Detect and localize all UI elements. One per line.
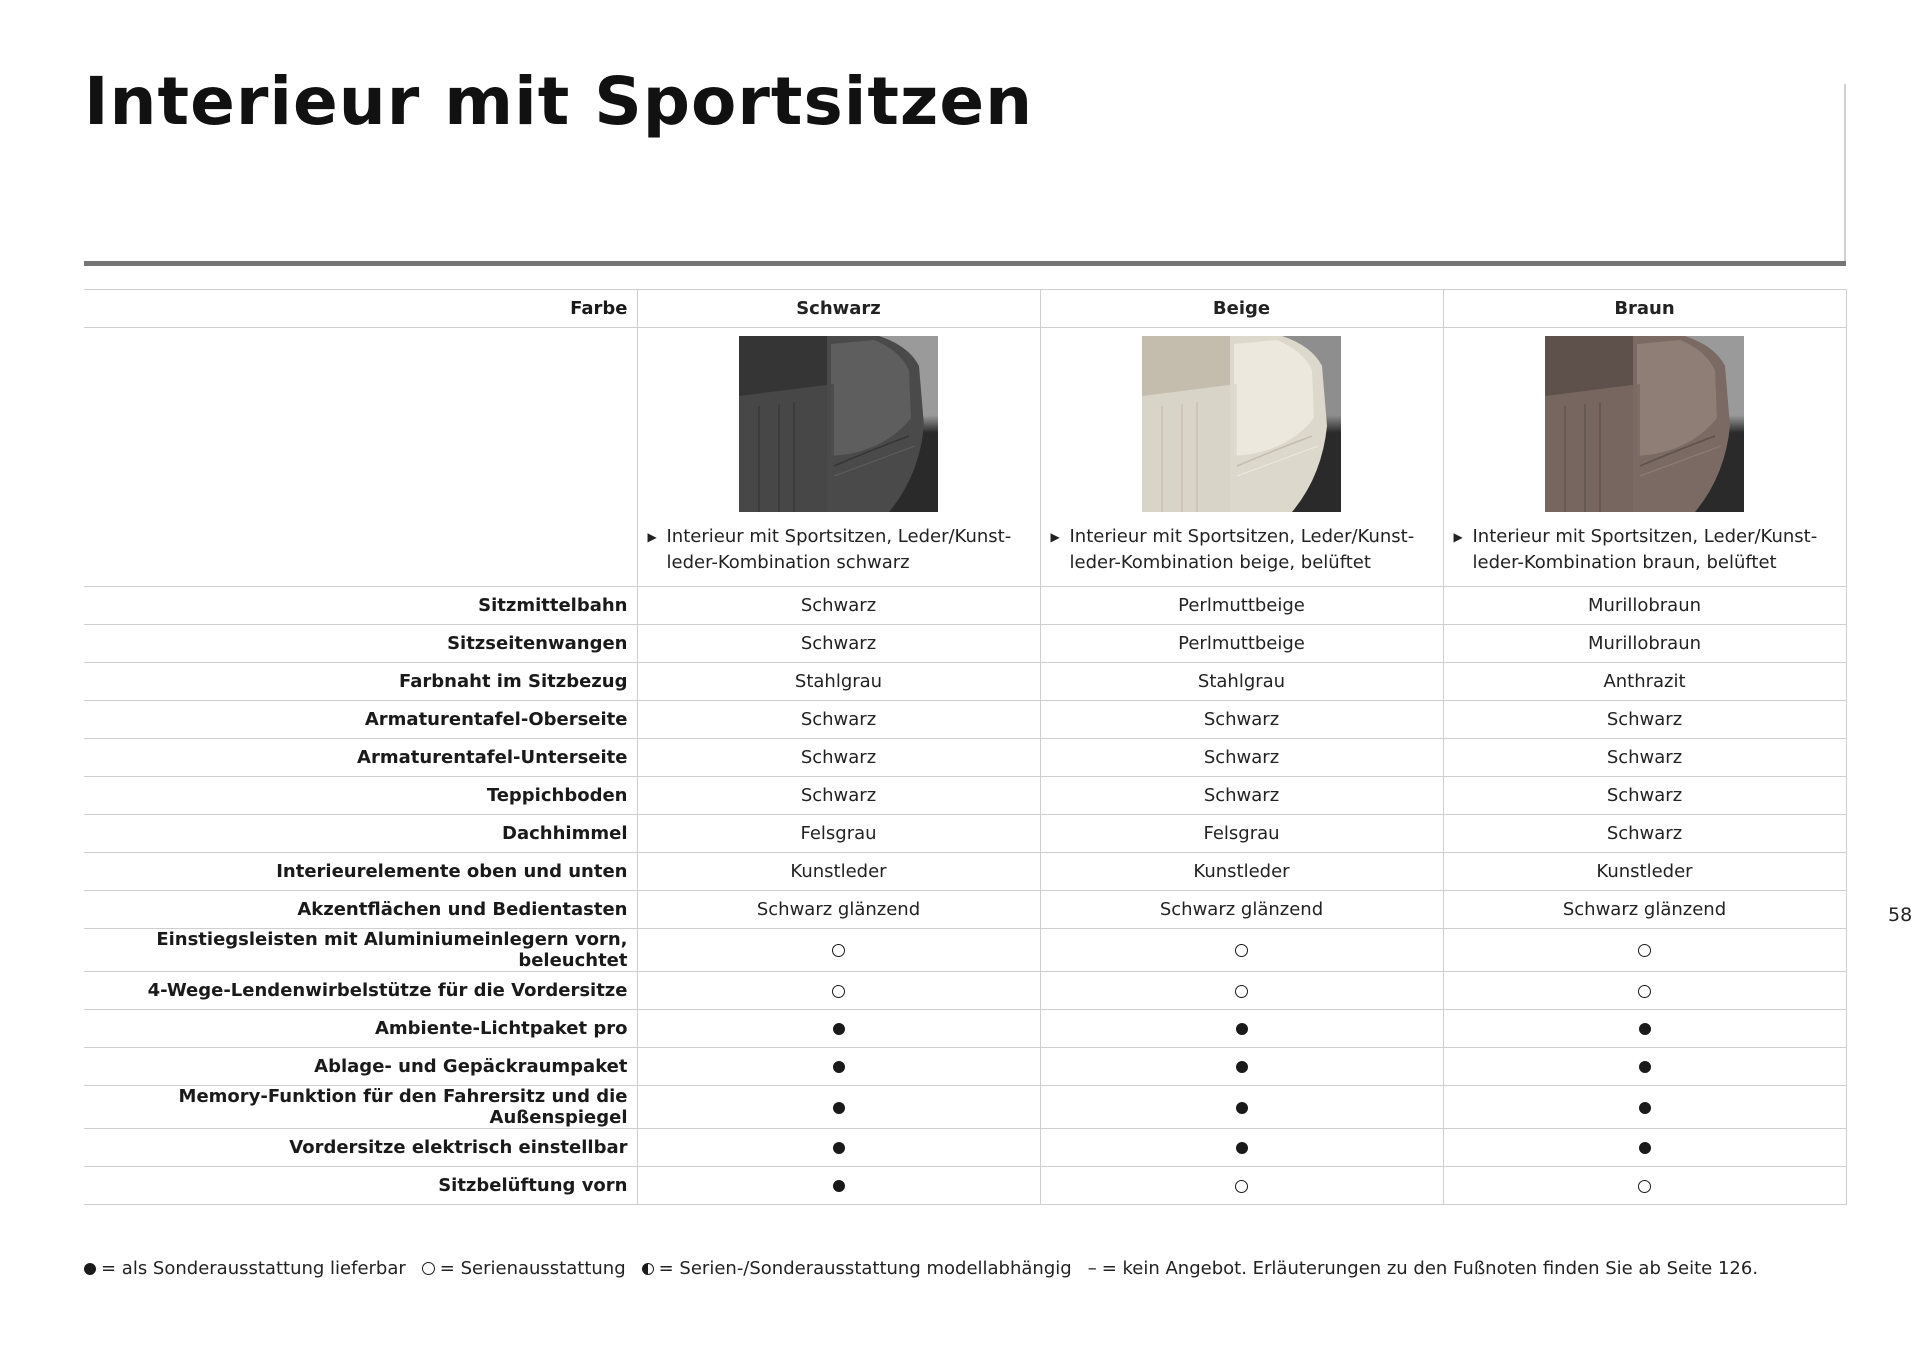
table-row <box>84 1010 1846 1048</box>
filled-circle-icon <box>833 1142 845 1154</box>
row-label: 4-Wege-Lendenwirbelstütze für die Vordersitze <box>84 972 637 1010</box>
cell-schwarz <box>637 972 1040 1010</box>
seat-cell-schwarz <box>637 328 1040 587</box>
row-label: Memory-Funktion für den Fahrersitz und die Außenspiegel <box>84 1086 637 1129</box>
cell-beige: Schwarz <box>1040 777 1443 815</box>
legend-standard-text: = Serienausstattung <box>439 1258 626 1279</box>
cell-braun <box>1443 972 1846 1010</box>
cell-braun: Murillobraun <box>1443 587 1846 625</box>
farbe-label: Farbe <box>84 290 637 328</box>
row-label: Armaturentafel-Oberseite <box>84 701 637 739</box>
empty-circle-icon <box>422 1262 435 1275</box>
legend-none <box>1088 1258 1758 1279</box>
filled-circle-icon <box>1639 1023 1651 1035</box>
table-row <box>84 663 1846 701</box>
image-row <box>84 328 1846 587</box>
cell-beige: Perlmuttbeige <box>1040 587 1443 625</box>
cell-beige: Schwarz <box>1040 739 1443 777</box>
filled-circle-icon <box>1639 1102 1651 1114</box>
legend-model-dependent <box>642 1258 1072 1279</box>
row-label: Sitzbelüftung vorn <box>84 1167 637 1205</box>
cell-braun <box>1443 1086 1846 1129</box>
row-label: Akzentflächen und Bedientasten <box>84 891 637 929</box>
cell-beige <box>1040 1129 1443 1167</box>
cell-beige: Schwarz <box>1040 701 1443 739</box>
legend-model-dependent-text: = Serien-/Sonderausstattung modellabhängig <box>658 1258 1072 1279</box>
table-row <box>84 929 1846 972</box>
table-row <box>84 815 1846 853</box>
column-header-beige: Beige <box>1040 290 1443 328</box>
empty-circle-icon <box>832 944 845 957</box>
seat-swatch-graphic <box>1545 336 1744 512</box>
empty-circle-icon <box>1638 985 1651 998</box>
table-row <box>84 701 1846 739</box>
cell-schwarz <box>637 1048 1040 1086</box>
legend-standard <box>422 1258 626 1279</box>
cell-braun <box>1443 1048 1846 1086</box>
cell-beige: Schwarz glänzend <box>1040 891 1443 929</box>
cell-braun: Schwarz <box>1443 777 1846 815</box>
empty-circle-icon <box>1638 1180 1651 1193</box>
table-row <box>84 891 1846 929</box>
column-header-schwarz: Schwarz <box>637 290 1040 328</box>
cell-braun: Schwarz glänzend <box>1443 891 1846 929</box>
arrow-right-icon: ▶ <box>1453 530 1463 544</box>
table-row <box>84 777 1846 815</box>
empty-circle-icon <box>832 985 845 998</box>
seat-description-beige <box>1051 524 1443 576</box>
seat-swatch-graphic <box>739 336 938 512</box>
legend-none-text: = kein Angebot. Erläuterungen zu den Fußnoten finden Sie ab Seite 126. <box>1101 1258 1759 1279</box>
page-title: Interieur mit Sportsitzen <box>84 63 1034 140</box>
table-row <box>84 1129 1846 1167</box>
cell-schwarz: Schwarz <box>637 625 1040 663</box>
page-number: 58 <box>1888 904 1913 926</box>
cell-schwarz <box>637 1086 1040 1129</box>
cell-schwarz <box>637 1167 1040 1205</box>
cell-schwarz: Felsgrau <box>637 815 1040 853</box>
empty-circle-icon <box>1638 944 1651 957</box>
cell-schwarz <box>637 929 1040 972</box>
table-row <box>84 853 1846 891</box>
table-row <box>84 1167 1846 1205</box>
cell-braun: Anthrazit <box>1443 663 1846 701</box>
seat-swatch-graphic <box>1142 336 1341 512</box>
cell-beige <box>1040 1167 1443 1205</box>
row-label: Armaturentafel-Unterseite <box>84 739 637 777</box>
cell-braun <box>1443 929 1846 972</box>
cell-braun: Schwarz <box>1443 739 1846 777</box>
cell-beige <box>1040 929 1443 972</box>
cell-schwarz: Stahlgrau <box>637 663 1040 701</box>
row-label: Vordersitze elektrisch einstellbar <box>84 1129 637 1167</box>
cell-braun <box>1443 1129 1846 1167</box>
cell-schwarz <box>637 1129 1040 1167</box>
row-label: Interieurelemente oben und unten <box>84 853 637 891</box>
filled-circle-icon <box>833 1023 845 1035</box>
cell-schwarz: Schwarz glänzend <box>637 891 1040 929</box>
seat-image-braun <box>1545 336 1744 512</box>
legend <box>84 1258 1774 1279</box>
seat-image-schwarz <box>739 336 938 512</box>
filled-circle-icon <box>1236 1142 1248 1154</box>
cell-braun: Murillobraun <box>1443 625 1846 663</box>
filled-circle-icon <box>1639 1061 1651 1073</box>
filled-circle-icon <box>1236 1023 1248 1035</box>
filled-circle-icon <box>833 1061 845 1073</box>
row-label: Teppichboden <box>84 777 637 815</box>
cell-schwarz <box>637 1010 1040 1048</box>
row-label: Dachhimmel <box>84 815 637 853</box>
row-label: Sitzmittelbahn <box>84 587 637 625</box>
right-divider <box>1844 84 1846 264</box>
cell-schwarz: Schwarz <box>637 587 1040 625</box>
row-label: Ambiente-Lichtpaket pro <box>84 1010 637 1048</box>
table-row <box>84 972 1846 1010</box>
seat-cell-braun <box>1443 328 1846 587</box>
arrow-right-icon: ▶ <box>647 530 657 544</box>
cell-beige: Kunstleder <box>1040 853 1443 891</box>
column-header-braun: Braun <box>1443 290 1846 328</box>
header-row <box>84 290 1846 328</box>
cell-braun: Schwarz <box>1443 815 1846 853</box>
filled-circle-icon <box>833 1180 845 1192</box>
cell-beige: Perlmuttbeige <box>1040 625 1443 663</box>
cell-schwarz: Schwarz <box>637 777 1040 815</box>
cell-beige: Stahlgrau <box>1040 663 1443 701</box>
cell-braun <box>1443 1167 1846 1205</box>
filled-circle-icon <box>1639 1142 1651 1154</box>
table-row <box>84 1086 1846 1129</box>
filled-circle-icon <box>84 1263 96 1275</box>
seat-cell-beige <box>1040 328 1443 587</box>
arrow-right-icon: ▶ <box>1050 530 1060 544</box>
filled-circle-icon <box>833 1102 845 1114</box>
image-row-label <box>84 328 637 587</box>
filled-circle-icon <box>1236 1061 1248 1073</box>
table-row <box>84 1048 1846 1086</box>
legend-optional-text: = als Sonderausstattung lieferbar <box>101 1258 406 1279</box>
filled-circle-icon <box>1236 1102 1248 1114</box>
cell-beige <box>1040 1010 1443 1048</box>
cell-schwarz: Schwarz <box>637 701 1040 739</box>
table-row <box>84 625 1846 663</box>
row-label: Sitzseitenwangen <box>84 625 637 663</box>
cell-schwarz: Kunstleder <box>637 853 1040 891</box>
cell-beige <box>1040 1048 1443 1086</box>
interior-spec-table <box>84 289 1847 1205</box>
empty-circle-icon <box>1235 944 1248 957</box>
table-row <box>84 587 1846 625</box>
seat-description-text: Interieur mit Sportsitzen, Leder/Kunst-leder-Kombination schwarz <box>666 526 1012 573</box>
dash-symbol: – <box>1087 1258 1097 1279</box>
cell-beige: Felsgrau <box>1040 815 1443 853</box>
cell-braun <box>1443 1010 1846 1048</box>
cell-schwarz: Schwarz <box>637 739 1040 777</box>
table-row <box>84 739 1846 777</box>
empty-circle-icon <box>1235 985 1248 998</box>
seat-description-schwarz <box>648 524 1040 576</box>
row-label: Einstiegsleisten mit Aluminiumeinlegern vorn, beleuchtet <box>84 929 637 972</box>
seat-image-beige <box>1142 336 1341 512</box>
legend-optional <box>84 1258 406 1279</box>
seat-description-text: Interieur mit Sportsitzen, Leder/Kunst-leder-Kombination braun, belüftet <box>1472 526 1818 573</box>
seat-description-braun <box>1454 524 1846 576</box>
cell-beige <box>1040 972 1443 1010</box>
empty-circle-icon <box>1235 1180 1248 1193</box>
row-label: Farbnaht im Sitzbezug <box>84 663 637 701</box>
header-divider <box>84 261 1846 266</box>
half-circle-icon <box>642 1263 654 1275</box>
seat-description-text: Interieur mit Sportsitzen, Leder/Kunst-leder-Kombination beige, belüftet <box>1069 526 1415 573</box>
cell-braun: Schwarz <box>1443 701 1846 739</box>
cell-beige <box>1040 1086 1443 1129</box>
cell-braun: Kunstleder <box>1443 853 1846 891</box>
row-label: Ablage- und Gepäckraumpaket <box>84 1048 637 1086</box>
